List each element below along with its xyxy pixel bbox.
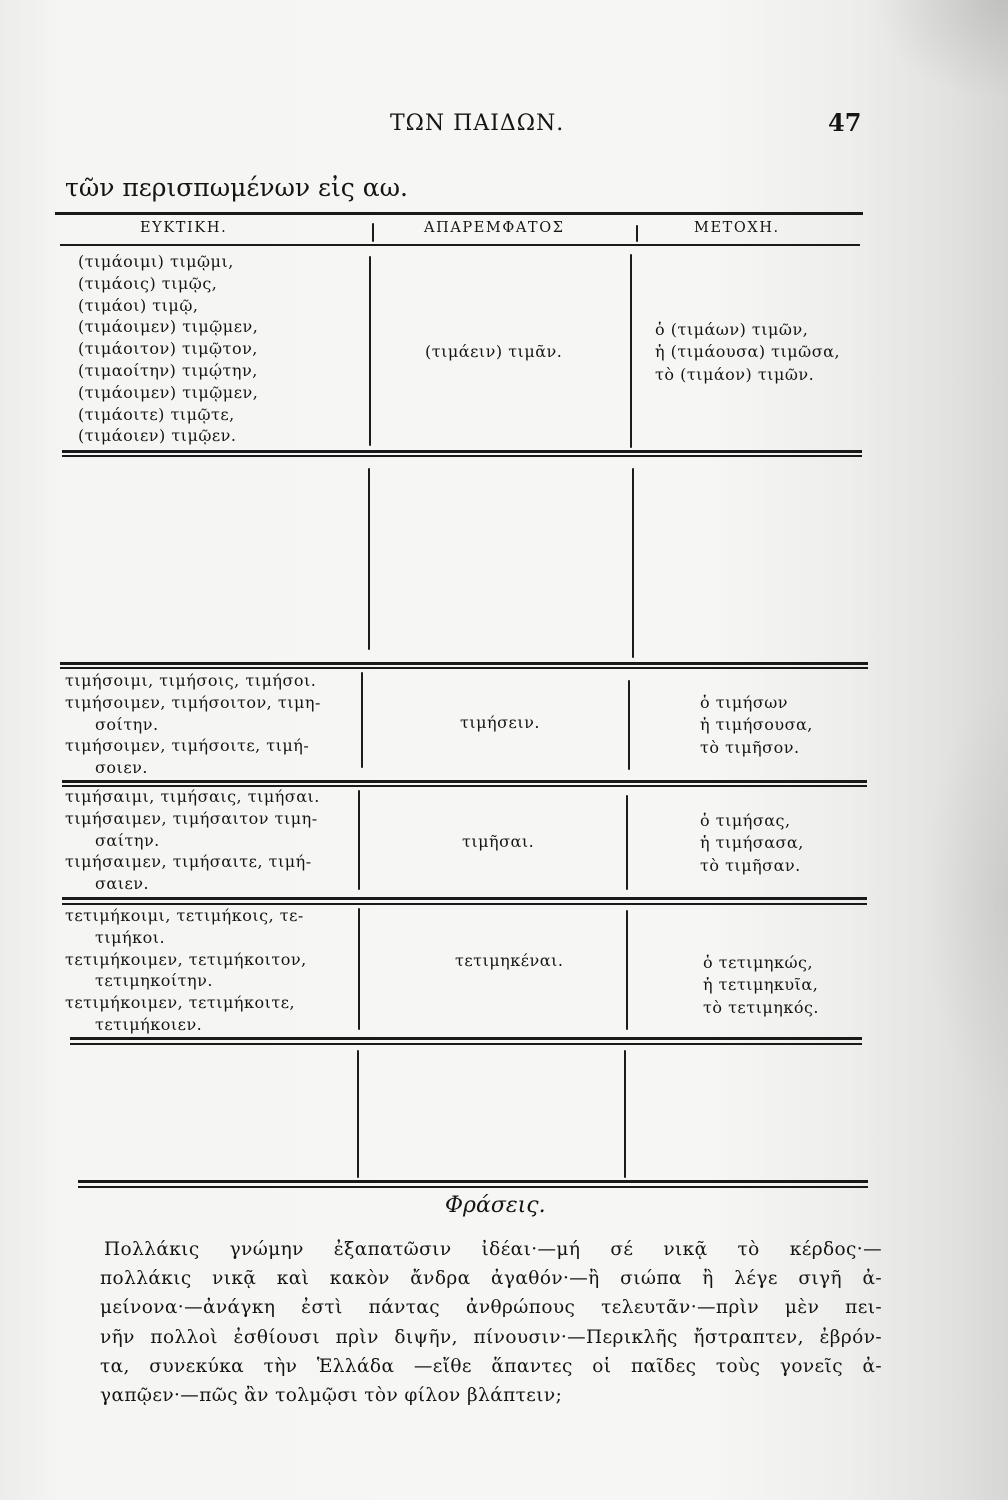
infinitive-cell: τετιμηκέναι. [455, 951, 564, 970]
column-rule [361, 672, 363, 768]
paragraph-line: πολλάκις νικᾷ καὶ κακὸν ἄνδρα ἀγαθόν·—ἢ σιώπα ἢ λέγε σιγῆ ἀ- [100, 1268, 882, 1290]
column-rule [357, 1050, 359, 1178]
optative-form: (τιμάοιτε) τιμῷτε, [78, 404, 235, 424]
column-rule [626, 795, 628, 890]
participle-form: ἡ τιμήσουσα, [700, 715, 813, 735]
optative-form: (τιμαοίτην) τιμῴτην, [78, 360, 258, 380]
column-heading-optative: ΕΥΚΤΙΚΗ. [140, 220, 228, 236]
optative-form: (τιμάοιμι) τιμῷμι, [78, 252, 234, 271]
column-rule [626, 910, 628, 1030]
optative-form: (τιμάοις) τιμῷς, [78, 273, 218, 293]
optative-form: τετιμήκοιεν. [95, 1014, 203, 1034]
infinitive-cell: (τιμάειν) τιμᾶν. [425, 342, 563, 361]
row-rule [70, 1037, 862, 1040]
participle-form: ὁ (τιμάων) τιμῶν, [655, 320, 809, 339]
optative-form: τιμήσοιμεν, τιμήσοιτε, τιμή- [65, 736, 310, 756]
row-rule [62, 780, 867, 783]
column-rule [358, 908, 360, 1030]
participle-form: τὸ τιμῆσον. [700, 737, 800, 757]
row-rule [70, 1043, 862, 1045]
paragraph-line: γαπῷεν·—πῶς ἂν τολμῷσι τὸν φίλον βλάπτειν; [100, 1384, 563, 1406]
column-rule [624, 1050, 626, 1178]
optative-cell [65, 905, 307, 1036]
phrases-paragraph [100, 1235, 882, 1410]
participle-cell [700, 692, 813, 759]
table-bottom-rule [78, 1186, 868, 1188]
column-rule [368, 468, 370, 650]
participle-form: ὁ τιμήσων [700, 693, 789, 712]
section-title: τῶν περισπωμένων εἰς αω. [65, 173, 408, 202]
paragraph-line: νῆν πολλοὶ ἐσθίουσι πρὶν διψῆν, πίνουσιν·—Περικλῆς ἤστραπτεν, ἐβρόν- [100, 1326, 882, 1348]
optative-form: (τιμάοιμεν) τιμῷμεν, [78, 317, 259, 337]
optative-form: τιμήσαιμεν, τιμήσαιτε, τιμή- [65, 852, 312, 872]
optative-form: τιμήσοιμι, τιμήσοις, τιμήσοι. [65, 671, 317, 690]
optative-form: τετιμήκοιμεν, τετιμήκοιτε, [65, 993, 296, 1013]
running-head: ΤΩΝ ΠΑΙΔΩΝ. [390, 111, 565, 136]
participle-form: τὸ τετιμηκός. [703, 997, 819, 1017]
column-rule [636, 225, 638, 242]
paragraph-line: Πολλάκις γνώμην ἐξαπατῶσιν ἰδέαι·—μή σέ νικᾷ τὸ κέρδος·— [104, 1239, 882, 1260]
participle-form: ὁ τιμήσας, [700, 811, 791, 830]
column-rule [369, 256, 371, 446]
row-rule [62, 450, 862, 453]
column-rule [372, 223, 374, 242]
participle-cell [655, 319, 840, 386]
optative-form: σαιεν. [95, 874, 150, 894]
column-rule [630, 254, 632, 448]
participle-form: ἡ τιμήσασα, [700, 833, 804, 853]
optative-form: (τιμάοιτον) τιμῷτον, [78, 339, 258, 359]
optative-form: τιμήσαιμι, τιμήσαις, τιμήσαι. [65, 787, 320, 806]
column-rule [628, 680, 630, 770]
column-heading-participle: ΜΕΤΟΧΗ. [694, 220, 780, 236]
optative-form: τιμήσαιμεν, τιμήσαιτον τιμη- [65, 808, 318, 828]
optative-form: σαίτην. [95, 830, 160, 850]
infinitive-cell: τιμῆσαι. [462, 832, 535, 851]
optative-form: τετιμηκοίτην. [95, 971, 213, 991]
page-number: 47 [828, 108, 862, 137]
header-rule [60, 244, 860, 246]
row-rule [62, 897, 867, 900]
phrases-heading: Φράσεις. [445, 1193, 546, 1218]
optative-form: τιμήκοι. [95, 927, 166, 947]
participle-form: τὸ (τιμάον) τιμῶν. [655, 364, 815, 384]
optative-form: (τιμάοιμεν) τιμῷμεν, [78, 382, 259, 402]
infinitive-cell: τιμήσειν. [460, 713, 540, 732]
participle-form: ἡ τετιμηκυῖα, [703, 975, 819, 995]
paragraph-line: μείνονα·—ἀνάγκη ἐστὶ πάντας ἀνθρώπους τελευτᾶν·—πρὶν μὲν πει- [100, 1297, 882, 1319]
paragraph-line: τα, συνεκύκα τὴν Ἑλλάδα —εἴθε ἅπαντες οἱ παῖδες τοὺς γονεῖς ἀ- [100, 1355, 882, 1377]
column-rule [632, 468, 634, 658]
row-rule [60, 662, 868, 665]
optative-form: σοίτην. [95, 714, 159, 734]
optative-form: (τιμάοιεν) τιμῷεν. [78, 426, 237, 446]
optative-form: (τιμάοι) τιμῷ, [78, 295, 199, 315]
table-top-rule [55, 212, 863, 215]
participle-form: τὸ τιμῆσαν. [700, 855, 801, 875]
optative-cell [65, 670, 321, 779]
participle-form: ἡ (τιμάουσα) τιμῶσα, [655, 342, 841, 362]
optative-form: σοιεν. [95, 758, 148, 778]
optative-form: τετιμήκοιμι, τετιμήκοις, τε- [65, 906, 304, 925]
participle-cell [700, 810, 804, 877]
participle-cell [703, 952, 819, 1019]
optative-cell [78, 251, 258, 447]
optative-cell [65, 786, 320, 895]
optative-form: τετιμήκοιμεν, τετιμήκοιτον, [65, 949, 307, 969]
column-heading-infinitive: ΑΠΑΡΕΜΦΑΤΟΣ [424, 220, 565, 236]
table-bottom-rule [78, 1180, 868, 1183]
optative-form: τιμήσοιμεν, τιμήσοιτον, τιμη- [65, 692, 321, 712]
column-rule [358, 790, 360, 890]
row-rule [62, 455, 862, 457]
row-rule [60, 667, 868, 669]
participle-form: ὁ τετιμηκώς, [703, 953, 814, 972]
